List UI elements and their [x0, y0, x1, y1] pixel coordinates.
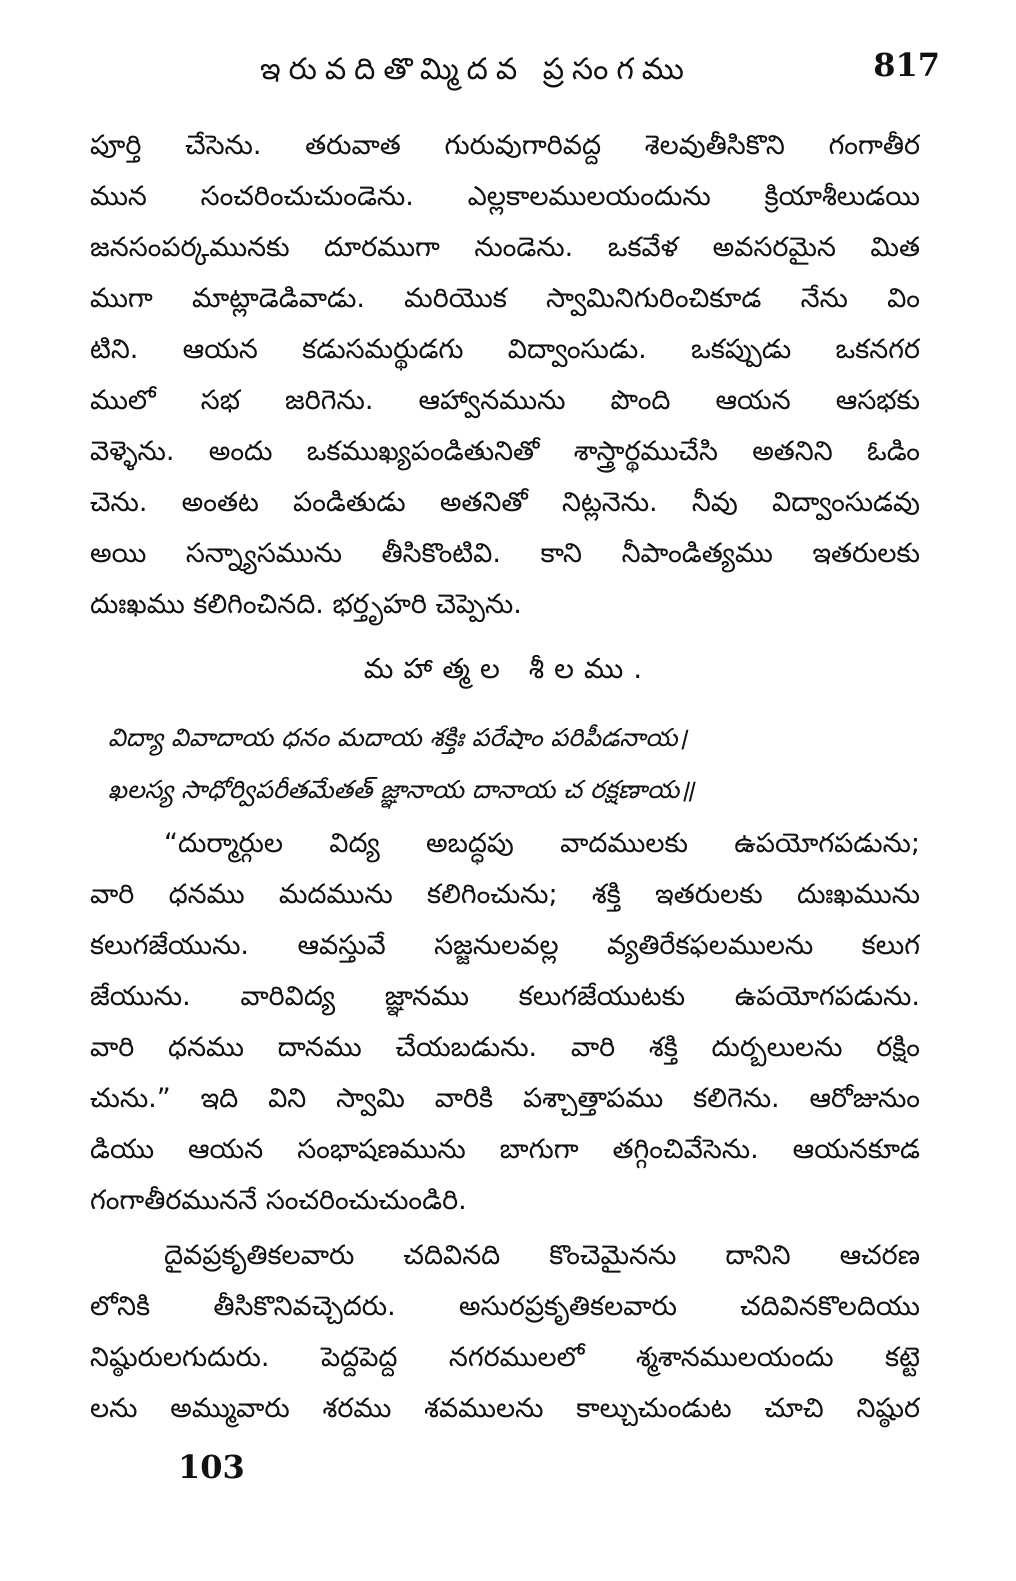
chapter-title: ఇరువదితొమ్మిదవ ప్రసంగము: [260, 52, 692, 87]
text-line: జనసంపర్కమునకు దూరముగా నుండెను. ఒకవేళ అవసరమైన మిత: [90, 232, 920, 263]
text-line: ముగా మాట్లాడెడివాడు. మరియొక స్వామినిగురించికూడ నేను విం: [90, 283, 920, 314]
text-line: డియు ఆయన సంభాషణమును బాగుగా తగ్గించివేసెను. ఆయనకూడ: [90, 1134, 920, 1165]
text-line: పూర్తి చేసెను. తరువాత గురువుగారివద్ద శెలవుతీసికొని గంగాతీర: [90, 130, 920, 161]
paragraph-3: [90, 1230, 920, 1434]
text-line: టిని. ఆయన కడుసమర్థుడగు విద్వాంసుడు. ఒకప్పుడు ఒకనగర: [90, 334, 920, 365]
text-line: కలుగజేయును. ఆవస్తువే సజ్జనులవల్ల వ్యతిరేకఫలములను కలుగ: [90, 930, 920, 961]
signature-number: 103: [178, 1448, 245, 1486]
verse-line: ఖలస్య సాధోర్విపరీతమేతత్ జ్ఞానాయ దానాయ చ రక్షణాయ॥: [108, 775, 695, 804]
text-line: ములో సభ జరిగెను. ఆహ్వానమును పొంది ఆయన ఆసభకు: [90, 385, 920, 416]
text-line: గంగాతీరముననే సంచరించుచుండిరి.: [90, 1185, 467, 1216]
text-line: లను అమ్మువారు శరము శవములను కాల్చుచుండుట చూచి నిష్ఠుర: [90, 1393, 920, 1424]
paragraph-2: [90, 818, 920, 1226]
sanskrit-verse: [108, 712, 888, 816]
section-heading: మహాత్మల శీలము.: [363, 652, 653, 685]
running-header: [90, 46, 940, 96]
text-line: మున సంచరించుచుండెను. ఎల్లకాలములయందును క్రియాశీలుడయి: [90, 181, 920, 212]
page-number: 817: [873, 46, 940, 84]
text-line: అయి సన్న్యాసమును తీసికొంటివి. కాని నీపాండిత్యము ఇతరులకు: [90, 538, 920, 569]
text-line: లోనికి తీసికొనివచ్చెదరు. అసురప్రకృతికలవారు చదివినకొలదియు: [90, 1291, 920, 1322]
verse-line: విద్యా వివాదాయ ధనం మదాయ శక్తిః పరేషాం పరిపీడనాయ।: [108, 723, 687, 752]
text-line: వారి ధనము మదమును కలిగించును; శక్తి ఇతరులకు దుఃఖమును: [90, 879, 920, 910]
text-line: దైవప్రకృతికలవారు చదివినది కొంచెమైనను దానిని ఆచరణ: [164, 1240, 920, 1271]
text-line: చెను. అంతట పండితుడు అతనితో నిట్లనెను. నీవు విద్వాంసుడవు: [90, 487, 920, 518]
text-line: వారి ధనము దానము చేయబడును. వారి శక్తి దుర్బలులను రక్షిం: [90, 1032, 920, 1063]
text-line: జేయును. వారివిద్య జ్ఞానము కలుగజేయుటకు ఉపయోగపడును.: [90, 981, 920, 1012]
text-line: వెళ్ళెను. అందు ఒకముఖ్యపండితునితో శాస్త్రార్థముచేసి అతనిని ఓడిం: [90, 436, 920, 467]
text-line: దుఃఖము కలిగించినది. భర్తృహరి చెప్పెను.: [90, 589, 522, 620]
text-line: నిష్ఠురులగుదురు. పెద్దపెద్ద నగరములలో శ్మశానములయందు కట్టె: [90, 1342, 920, 1373]
text-line: చును.” ఇది విని స్వామి వారికి పశ్చాత్తాపము కలిగెను. ఆరోజునుం: [90, 1083, 920, 1114]
text-line: “దుర్మార్గుల విద్య అబద్ధపు వాదములకు ఉపయోగపడును;: [164, 828, 920, 859]
paragraph-1: [90, 120, 920, 630]
